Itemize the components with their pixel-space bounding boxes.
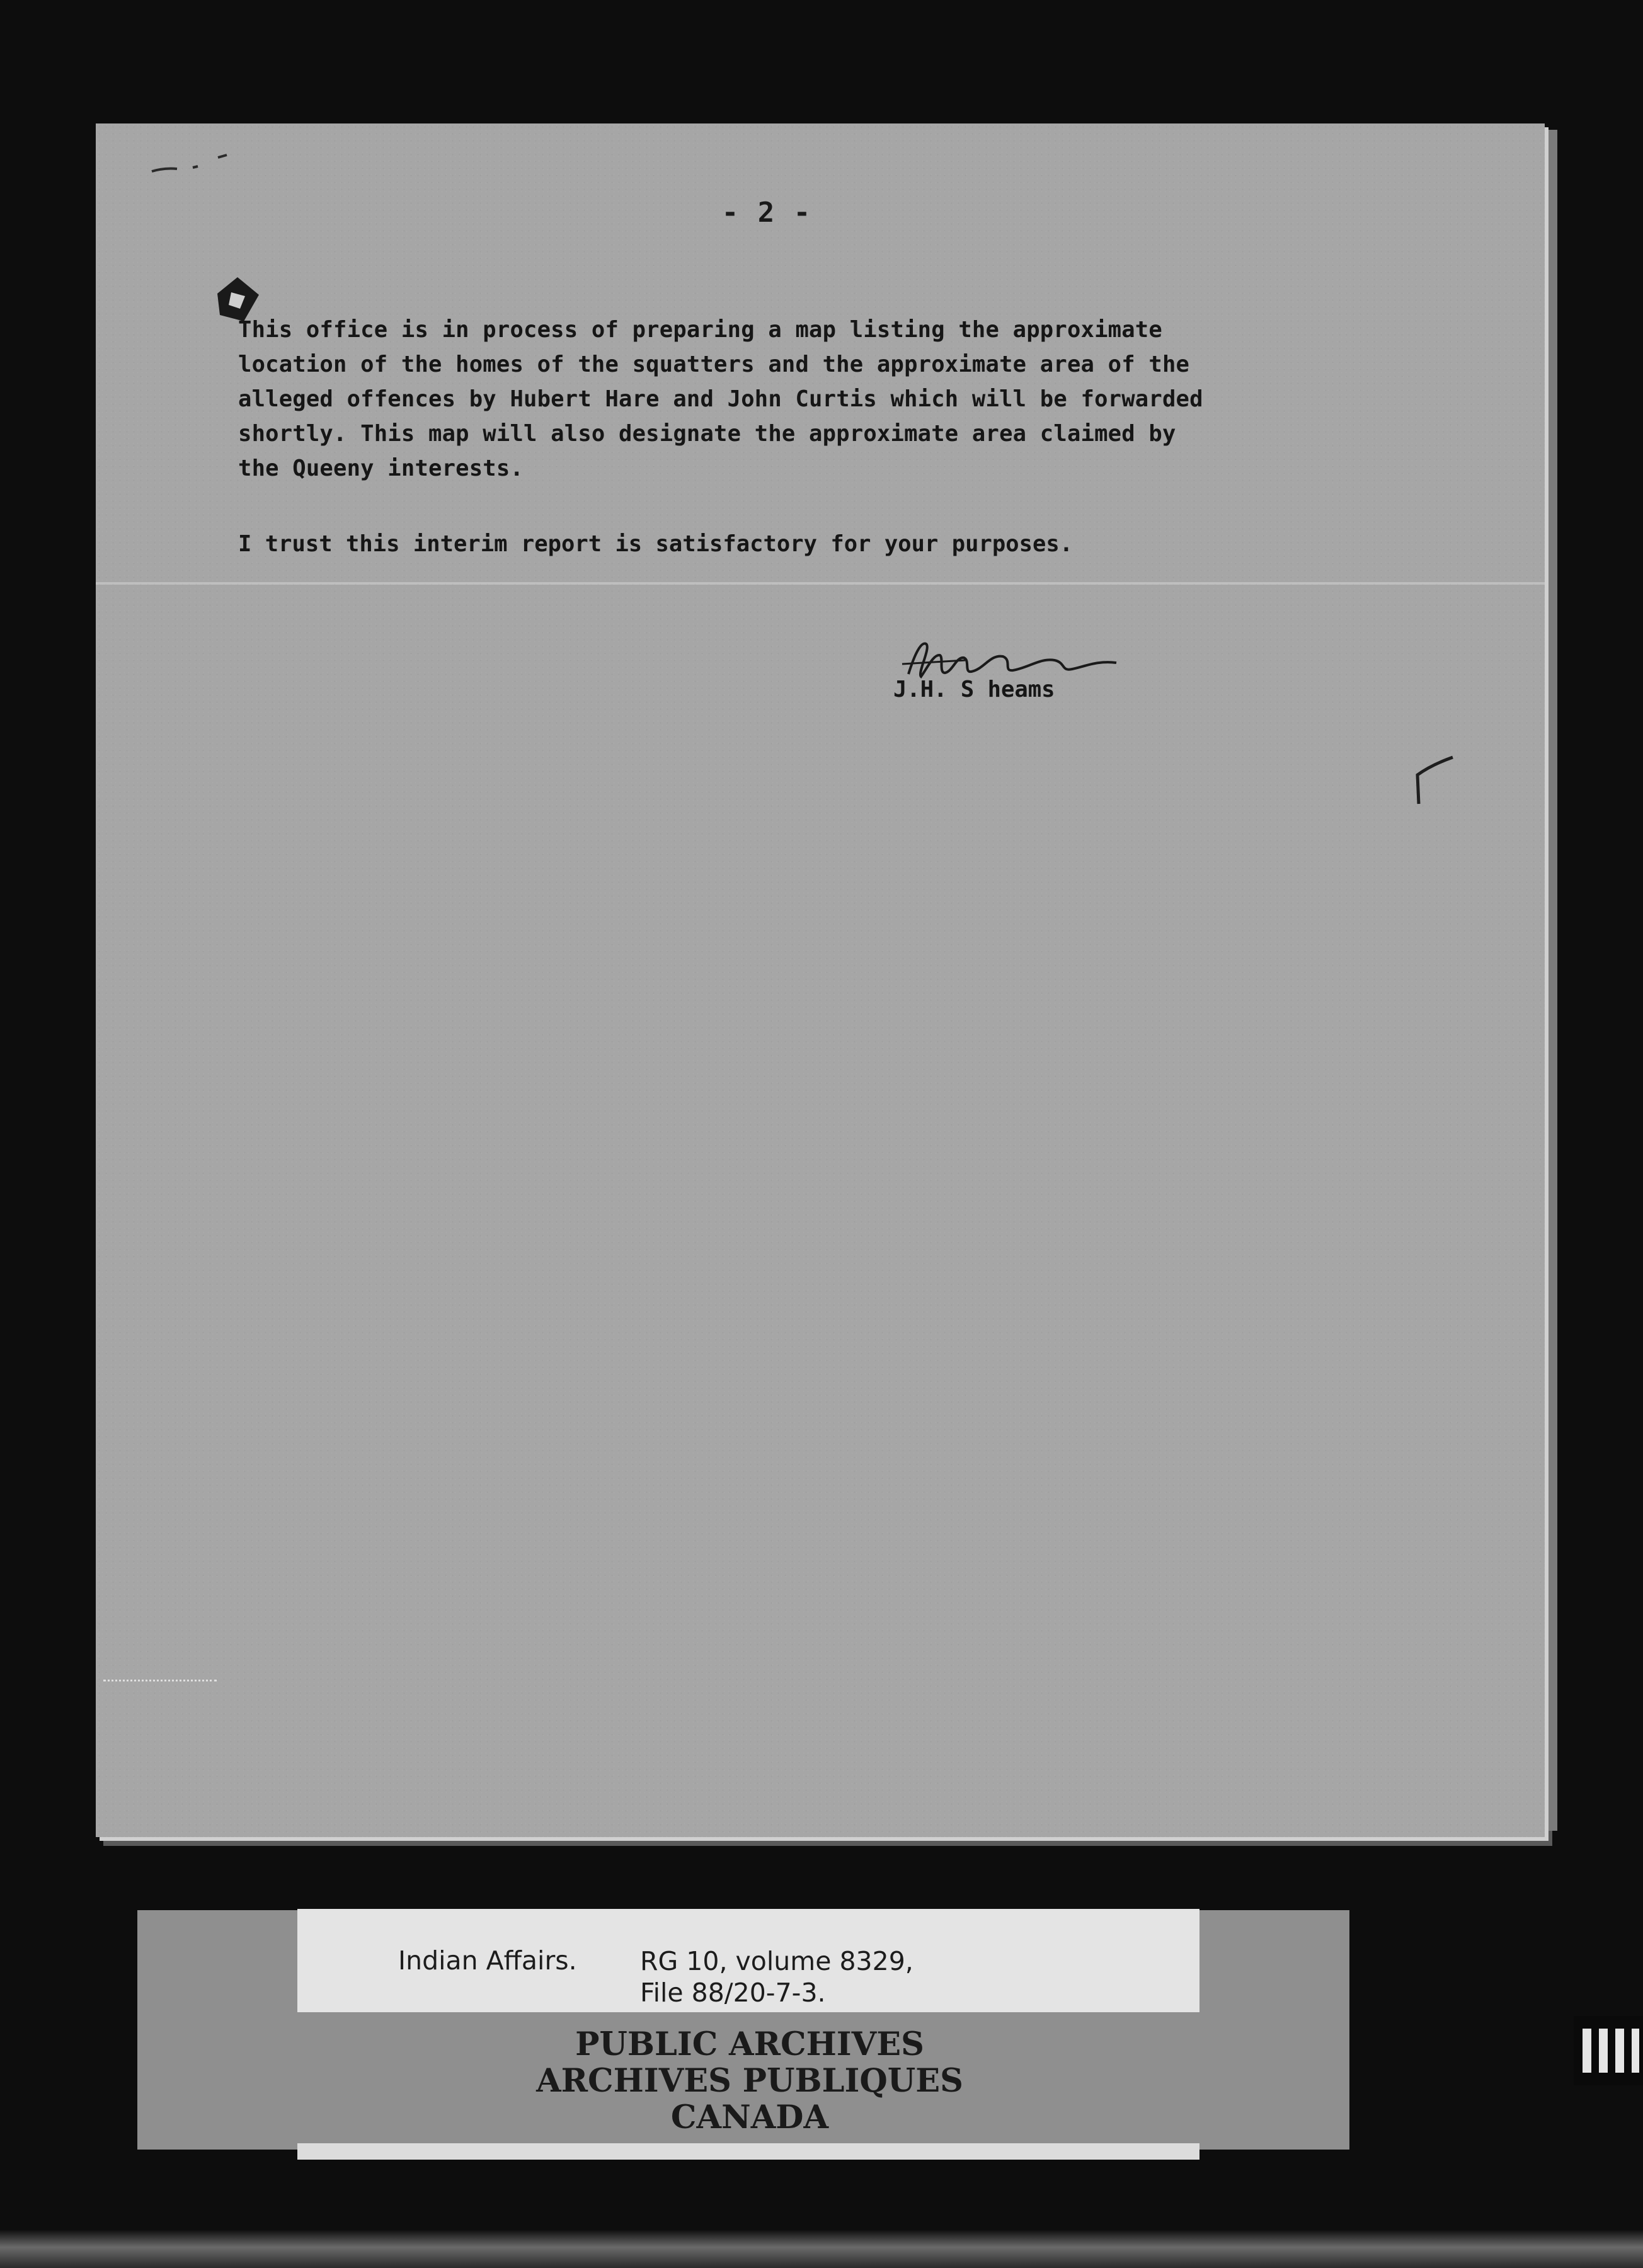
paragraph-line: the Queeny interests. — [238, 455, 524, 481]
dotted-rule — [103, 1680, 217, 1681]
document-page — [96, 123, 1545, 1837]
paragraph-line: shortly. This map will also designate the approximate area claimed by — [238, 421, 1176, 447]
paragraph-line: location of the homes of the squatters and the approximate area of the — [238, 352, 1190, 377]
label-bottom-strip — [297, 2143, 1199, 2160]
film-frame-marker — [1574, 2016, 1643, 2085]
margin-tick-mark — [1406, 747, 1475, 816]
signer-name: J.H. S heams — [893, 677, 1055, 702]
corner-mark — [149, 146, 249, 178]
stamp-line-english: PUBLIC ARCHIVES — [575, 2025, 924, 2063]
body-paragraph — [238, 312, 1385, 486]
film-edge — [0, 2230, 1643, 2268]
paragraph-line: alleged offences by Hubert Hare and John Curtis which will be forwarded — [238, 386, 1203, 412]
collection-name: Indian Affairs. — [398, 1945, 577, 1976]
paragraph-line: This office is in process of preparing a map listing the approximate — [238, 317, 1162, 343]
stamp-line-french: ARCHIVES PUBLIQUES — [536, 2062, 963, 2100]
reference-volume: RG 10, volume 8329, — [640, 1946, 913, 1976]
archive-reference — [640, 1945, 913, 2008]
closing-sentence: I trust this interim report is satisfactory for your purposes. — [238, 531, 1073, 557]
fold-crease — [96, 582, 1545, 585]
archives-stamp — [479, 2026, 1021, 2136]
reference-file: File 88/20-7-3. — [640, 1978, 826, 2008]
stamp-line-country: CANADA — [670, 2099, 829, 2136]
page-number: - 2 - — [721, 197, 812, 229]
page-edge-shadow — [1549, 130, 1557, 1831]
